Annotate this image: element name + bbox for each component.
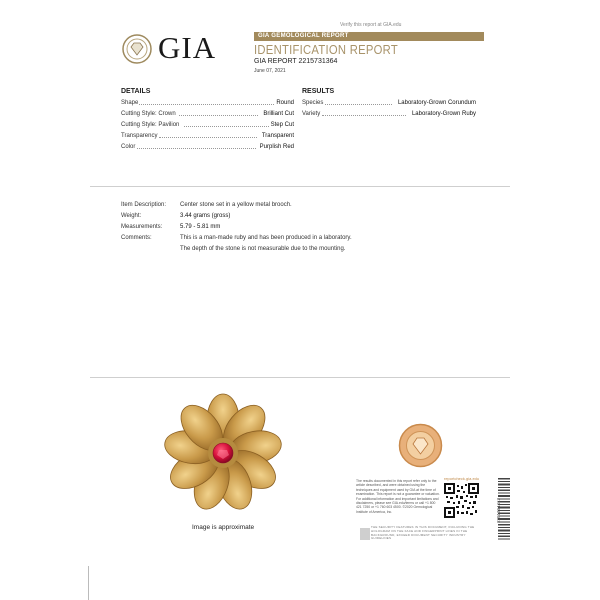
item-description-value: Center stone set in a yellow metal brooch. bbox=[180, 202, 292, 208]
comments-line-1: This is a man-made ruby and has been produced in a laboratory. bbox=[180, 235, 352, 241]
details-value: Purplish Red bbox=[259, 144, 294, 150]
qr-code-icon[interactable] bbox=[444, 483, 479, 518]
security-lock-icon bbox=[360, 528, 370, 540]
report-number: GIA REPORT 2215731364 bbox=[254, 58, 338, 65]
results-row-variety bbox=[302, 110, 476, 119]
report-category-bar: GIA GEMOLOGICAL REPORT bbox=[254, 32, 484, 41]
details-value: Step Cut bbox=[270, 122, 294, 128]
gia-logo-text: GIA bbox=[158, 30, 217, 65]
results-label: Species bbox=[302, 100, 324, 106]
details-value: Round bbox=[276, 100, 294, 106]
results-value: Laboratory-Grown Ruby bbox=[411, 111, 476, 117]
details-label: Cutting Style: Crown bbox=[121, 111, 176, 117]
measurements-label: Measurements: bbox=[121, 224, 163, 230]
details-row-shape bbox=[121, 99, 294, 108]
results-value: Laboratory-Grown Corundum bbox=[397, 100, 476, 106]
item-description-block bbox=[121, 201, 421, 257]
details-value: Transparent bbox=[261, 133, 294, 139]
details-value: Brilliant Cut bbox=[263, 111, 294, 117]
disclaimer-text: The results documented in this report refer only to the article described, and were obtained using the techniques and equipment used by GIA at the time of examination. This report is not a guarantee or valuation. For additional information and important limitations and disclaimers, please see GIA.edu/terms or call +1 800 421 7250 or +1 760 603 4500. ©2020 Gemological Institute of America, Inc. bbox=[356, 479, 440, 514]
details-label: Shape bbox=[121, 100, 139, 106]
hologram-seal-icon bbox=[398, 423, 443, 468]
measurements-value: 5.79 - 5.81 mm bbox=[180, 224, 221, 230]
section-divider bbox=[90, 377, 510, 378]
details-label: Color bbox=[121, 144, 136, 150]
results-heading: RESULTS bbox=[302, 88, 335, 95]
page-edge-line bbox=[88, 566, 89, 600]
security-features-text: THE SECURITY FEATURES IN THIS DOCUMENT, INCLUDING THE HOLOGRAM ON THE FACE AND FINGERPRINT LINES IN THE BACKGROUND, EXCEED DOCUMENT SECURITY INDUSTRY GUIDELINES bbox=[371, 525, 475, 541]
comments-line-2: The depth of the stone is not measurable due to the mounting. bbox=[180, 246, 346, 252]
details-label: Cutting Style: Pavilion bbox=[121, 122, 180, 128]
details-row-crown bbox=[121, 110, 294, 119]
details-row-pavilion bbox=[121, 121, 294, 130]
brooch-photo bbox=[163, 393, 283, 513]
item-description-label: Item Description: bbox=[121, 202, 167, 208]
image-caption: Image is approximate bbox=[192, 524, 255, 531]
serial-number: 2201364413 bbox=[496, 497, 502, 524]
report-date: June 07, 2021 bbox=[254, 68, 286, 74]
weight-value: 3.44 grams (gross) bbox=[180, 213, 231, 219]
details-row-color bbox=[121, 143, 294, 152]
section-divider bbox=[90, 186, 510, 187]
details-label: Transparency bbox=[121, 133, 158, 139]
report-type-title: IDENTIFICATION REPORT bbox=[254, 43, 399, 57]
comments-label: Comments: bbox=[121, 235, 152, 241]
details-row-transparency bbox=[121, 132, 294, 141]
gia-seal-icon bbox=[122, 34, 152, 64]
results-row-species bbox=[302, 99, 476, 108]
verify-text: Verify this report at GIA.edu bbox=[340, 22, 402, 28]
results-label: Variety bbox=[302, 111, 321, 117]
report-check-link[interactable]: reportcheck.gia.edu bbox=[444, 476, 480, 481]
details-heading: DETAILS bbox=[121, 88, 151, 95]
weight-label: Weight: bbox=[121, 213, 142, 219]
